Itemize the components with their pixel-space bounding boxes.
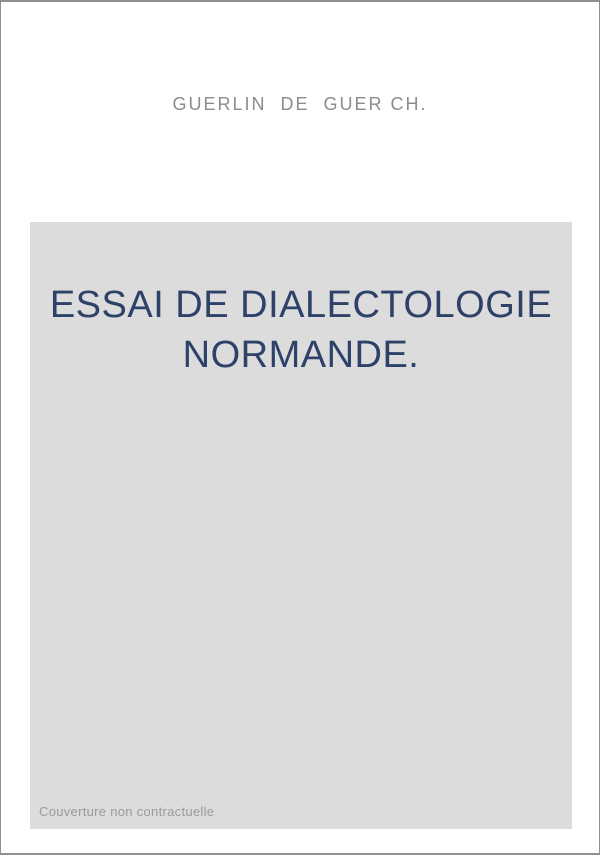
book-title xyxy=(30,280,572,380)
book-title-line1: ESSAI DE DIALECTOLOGIE xyxy=(49,284,553,326)
author-name: GUERLIN DE GUER CH. xyxy=(172,94,428,114)
cover-placeholder xyxy=(30,222,572,829)
disclaimer-text: Couverture non contractuelle xyxy=(39,804,215,819)
book-title-line2: NORMANDE. xyxy=(182,334,420,376)
